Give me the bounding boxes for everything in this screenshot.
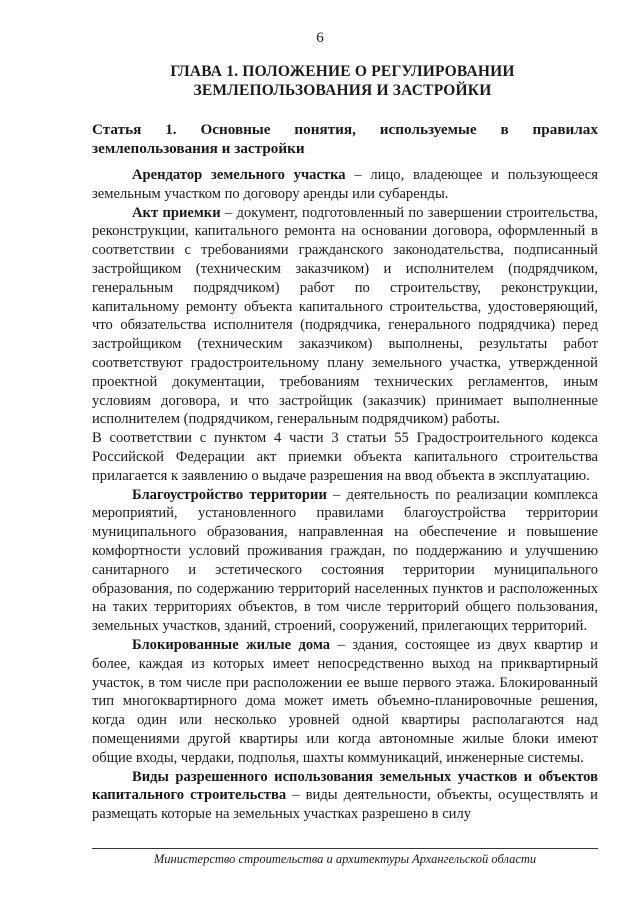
definition-text: – виды деятельности, объекты, осуществлять и размещать которые на земельных участках разрешено в силу xyxy=(92,787,598,823)
footer-divider xyxy=(92,848,598,849)
note-text: В соответствии с пунктом 4 части 3 статьи 55 Градостроительного кодекса Российской Федерации акт приемки объекта капитального строительства прилагается к заявлению о выдаче разрешения на ввод объекта в эксплуатацию. xyxy=(92,430,598,484)
note-paragraph xyxy=(92,429,598,485)
definition-paragraph xyxy=(92,204,598,430)
definition-term: Виды разрешенного использования земельных участков и объектов капитального строительства xyxy=(92,768,598,804)
definition-text: – деятельность по реализации комплекса мероприятий, установленного правилами благоустройства территории муниципального образования, направленная на обеспечение и повышение комфортности условий проживания граждан, по поддержанию и улучшению санитарного и эстетического состояния территории муниципального образования, по содержанию территорий населенных пунктов и расположенных на таких территориях объектов, в том числе территорий общего пользования, земельных участков, зданий, строений, сооружений, прилегающих территорий. xyxy=(92,486,598,635)
definition-term: Акт приемки xyxy=(132,204,221,221)
definition-text: – здания, состоящее из двух квартир и более, каждая из которых имеет непосредственно выход на приквартирный участок, в том числе при расположении ее выше первого этажа. Блокированный тип многоквартирного дома может иметь объемно-планировочные решения, когда один или несколько уровней одной квартиры располагаются над помещениями другой квартиры или когда автономные жилые блоки имеют общие входы, чердаки, подполья, шахты коммуникаций, инженерные системы. xyxy=(92,636,598,766)
definition-term: Арендатор земельного участка xyxy=(132,167,346,183)
definitions-body xyxy=(92,166,598,824)
definition-paragraph xyxy=(92,486,598,636)
article-title: Статья 1. Основные понятия, используемые в правилах землепользования и застройки xyxy=(92,121,598,157)
definition-term: Блокированные жилые дома xyxy=(132,636,331,653)
definition-paragraph xyxy=(92,636,598,768)
definition-term: Благоустройство территории xyxy=(132,486,327,503)
page-footer: Министерство строительства и архитектуры Архангельской области xyxy=(153,852,537,866)
page-number: 6 xyxy=(316,30,324,46)
definition-paragraph xyxy=(92,166,598,204)
definition-text: – лицо, владеющее и пользующееся земельным участком по договору аренды или субаренды. xyxy=(92,167,598,202)
definition-paragraph xyxy=(92,768,598,824)
chapter-title: ГЛАВА 1. ПОЛОЖЕНИЕ О РЕГУЛИРОВАНИИ ЗЕМЛЕПОЛЬЗОВАНИЯ И ЗАСТРОЙКИ xyxy=(170,63,515,99)
definition-text: – документ, подготовленный по завершении строительства, реконструкции, капитального ремонта на основании договора, оформленный в соответствии с требованиями гражданского законодательства, подписанный застройщиком (техническим заказчиком) и исполнителем (подрядчиком, генеральным подрядчиком) работ по строительству, реконструкции, капитальному ремонту объекта капитального строительства, удостоверяющий, что обязательства исполнителя (подрядчика, генерального подрядчика) перед застройщиком (техническим заказчиком) выполнены, результаты работ соответствуют градостроительному плану земельного участка, утвержденной проектной документации, требованиям технических регламентов, иным условиям договора, и что застройщик (заказчик) принимает выполненные исполнителем (подрядчиком, генеральным подрядчиком) работы. xyxy=(92,204,598,428)
